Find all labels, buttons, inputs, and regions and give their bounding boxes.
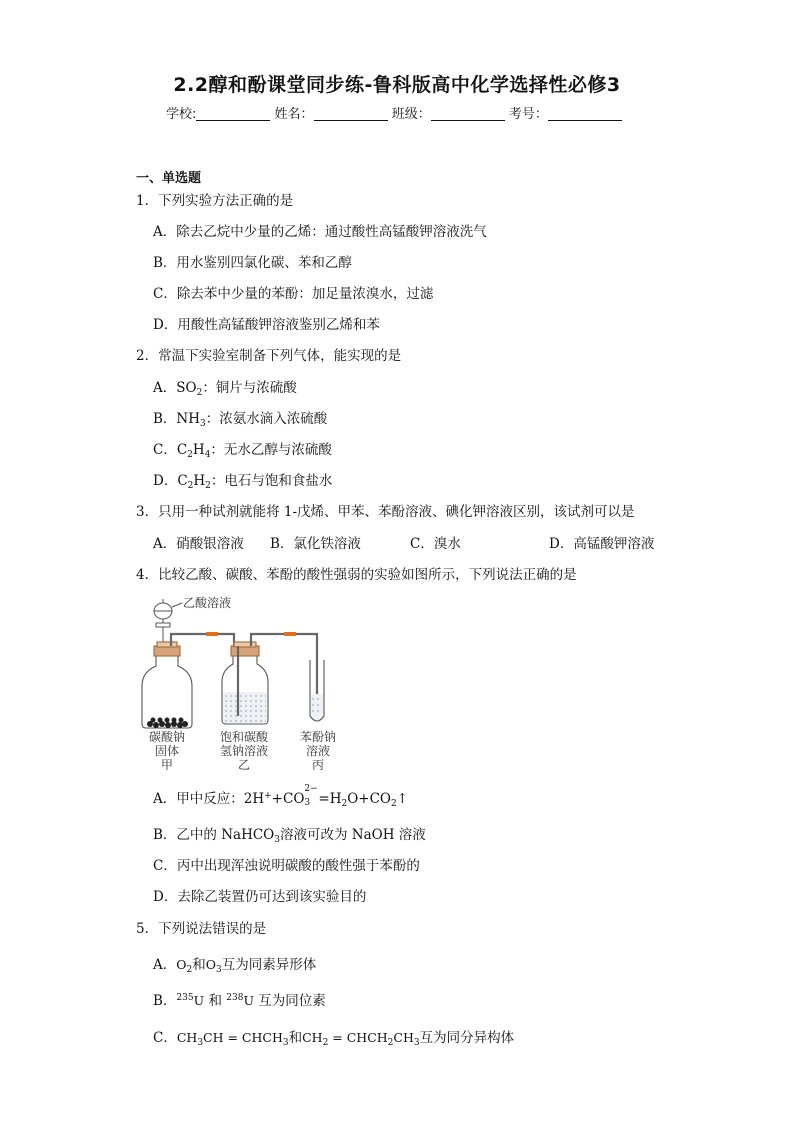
number-label: 考号： — [508, 107, 548, 122]
question-4-option-a: A．甲中反应：2H++CO 2− 3 $=H_2O+CO_2↑$ — [153, 784, 409, 809]
section-heading: 一、单选题 — [136, 171, 202, 186]
school-blank[interactable] — [196, 106, 270, 121]
connecting-tube-1 — [171, 634, 234, 646]
jia-label-line2: 固体 — [154, 744, 180, 758]
number-blank[interactable] — [548, 106, 622, 121]
yi-label-line2: 氢钠溶液 — [219, 744, 269, 758]
question-3-option-a: A．硝酸银溶液 — [153, 536, 244, 552]
question-3-option-b: B．氯化铁溶液 — [270, 536, 361, 552]
rubber-joint-2 — [284, 632, 296, 636]
question-1-option-c: C．除去苯中少量的苯酚：加足量浓溴水，过滤 — [153, 286, 434, 302]
jia-label-line1: 碳酸钠 — [148, 730, 186, 744]
sodium-bicarbonate-solution — [223, 692, 267, 723]
bing-tag: 丙 — [311, 758, 325, 772]
question-3-option-d: D．高锰酸钾溶液 — [549, 536, 655, 552]
sodium-phenoxide-solution — [311, 694, 323, 720]
apparatus-diagram — [130, 594, 350, 774]
question-4-stem: 4．比较乙酸、碳酸、苯酚的酸性强弱的实验如图所示，下列说法正确的是 — [136, 567, 577, 583]
rubber-joint-1 — [206, 632, 218, 636]
bottle-jia — [142, 642, 192, 728]
question-5-stem: 5．下列说法错误的是 — [136, 921, 267, 937]
school-label: 学校: — [166, 107, 197, 122]
question-1-option-a: A．除去乙烷中少量的乙烯：通过酸性高锰酸钾溶液洗气 — [153, 224, 487, 240]
question-2-option-b: B．$NH_3$：浓氨水滴入浓硫酸 — [153, 411, 328, 429]
question-4-option-d: D．去除乙装置仍可达到该实验目的 — [153, 889, 367, 905]
question-2-option-d: D．$C_2H_2$：电石与饱和食盐水 — [153, 473, 333, 491]
question-3-option-c: C．溴水 — [410, 536, 461, 552]
page-title: 2.2醇和酚课堂同步练-鲁科版高中化学选择性必修3 — [173, 74, 621, 96]
yi-label-line1: 饱和碳酸 — [219, 730, 269, 744]
question-5-option-a: A．$O_2$和$O_3$互为同素异形体 — [153, 957, 317, 975]
class-label: 班级： — [391, 107, 431, 122]
question-1-option-b: B．用水鉴别四氯化碳、苯和乙醇 — [153, 255, 352, 271]
jia-tag: 甲 — [160, 758, 174, 772]
class-blank[interactable] — [431, 106, 505, 121]
question-5-option-b: B．$^{235}$U 和 $^{238}$U 互为同位素 — [153, 993, 326, 1009]
question-2-option-c: C．$C_2H_4$：无水乙醇与浓硫酸 — [153, 442, 332, 460]
bing-label-line1: 苯酚钠 — [299, 730, 337, 744]
name-label: 姓名： — [274, 107, 314, 122]
question-1-stem: 1．下列实验方法正确的是 — [136, 193, 294, 209]
question-4-option-b: B．乙中的 NaHCO$_3$溶液可改为 NaOH 溶液 — [153, 827, 426, 845]
name-blank[interactable] — [314, 106, 388, 121]
question-4-option-c: C．丙中出现浑浊说明碳酸的酸性强于苯酚的 — [153, 858, 420, 874]
question-2-stem: 2．常温下实验室制备下列气体，能实现的是 — [136, 348, 402, 364]
question-3-stem: 3．只用一种试剂就能将 1-戊烯、甲苯、苯酚溶液、碘化钾溶液区别，该试剂可以是 — [136, 504, 635, 520]
bing-label-line2: 溶液 — [305, 744, 331, 758]
question-1-option-d: D．用酸性高锰酸钾溶液鉴别乙烯和苯 — [153, 317, 380, 333]
question-5-option-c: C．$CH_3CH$ = $CHCH_3$和$CH_2$ = $CHCH_2CH_3$互为同分异构体 — [153, 1030, 515, 1048]
student-info-line — [166, 103, 622, 122]
question-2-option-a: A．$SO_2$：铜片与浓硫酸 — [153, 380, 297, 398]
sodium-carbonate-solid — [147, 718, 188, 729]
funnel-label: 乙酸溶液 — [183, 596, 232, 610]
yi-tag: 乙 — [237, 758, 251, 772]
